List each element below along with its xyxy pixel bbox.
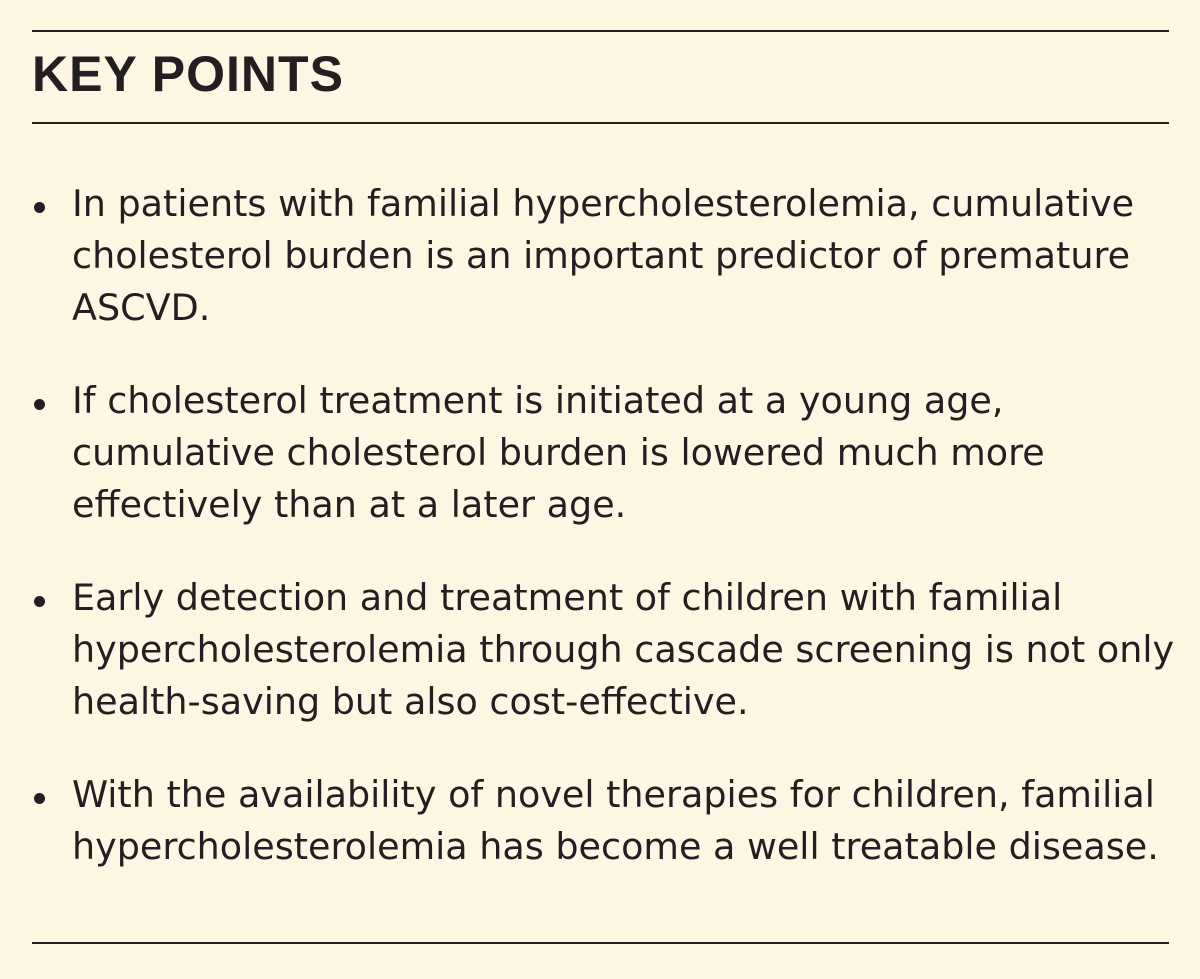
- key-point-text: In patients with familial hypercholesterolemia, cumulative cholesterol burden is an important predictor of premature ASCVD.: [72, 182, 1135, 329]
- key-point-item: [28, 375, 1178, 531]
- box-heading: KEY POINTS: [32, 46, 344, 102]
- bullet-icon: [34, 793, 45, 804]
- key-point-text: If cholesterol treatment is initiated at a young age, cumulative cholesterol burden is lowered much more effectively than at a later age.: [72, 379, 1045, 526]
- top-rule: [32, 30, 1169, 32]
- heading-rule: [32, 122, 1169, 124]
- key-point-text: Early detection and treatment of children with familial hypercholesterolemia through cascade screening is not only health-saving but also cost-effective.: [72, 576, 1175, 723]
- key-point-item: [28, 178, 1178, 334]
- key-point-text: With the availability of novel therapies for children, familial hypercholesterolemia has become a well treatable disease.: [72, 773, 1159, 868]
- bottom-rule: [32, 942, 1169, 944]
- bullet-icon: [34, 399, 45, 410]
- key-points-list: [28, 178, 1178, 914]
- key-point-item: [28, 572, 1178, 728]
- bullet-icon: [34, 596, 45, 607]
- bullet-icon: [34, 202, 45, 213]
- key-point-item: [28, 769, 1178, 873]
